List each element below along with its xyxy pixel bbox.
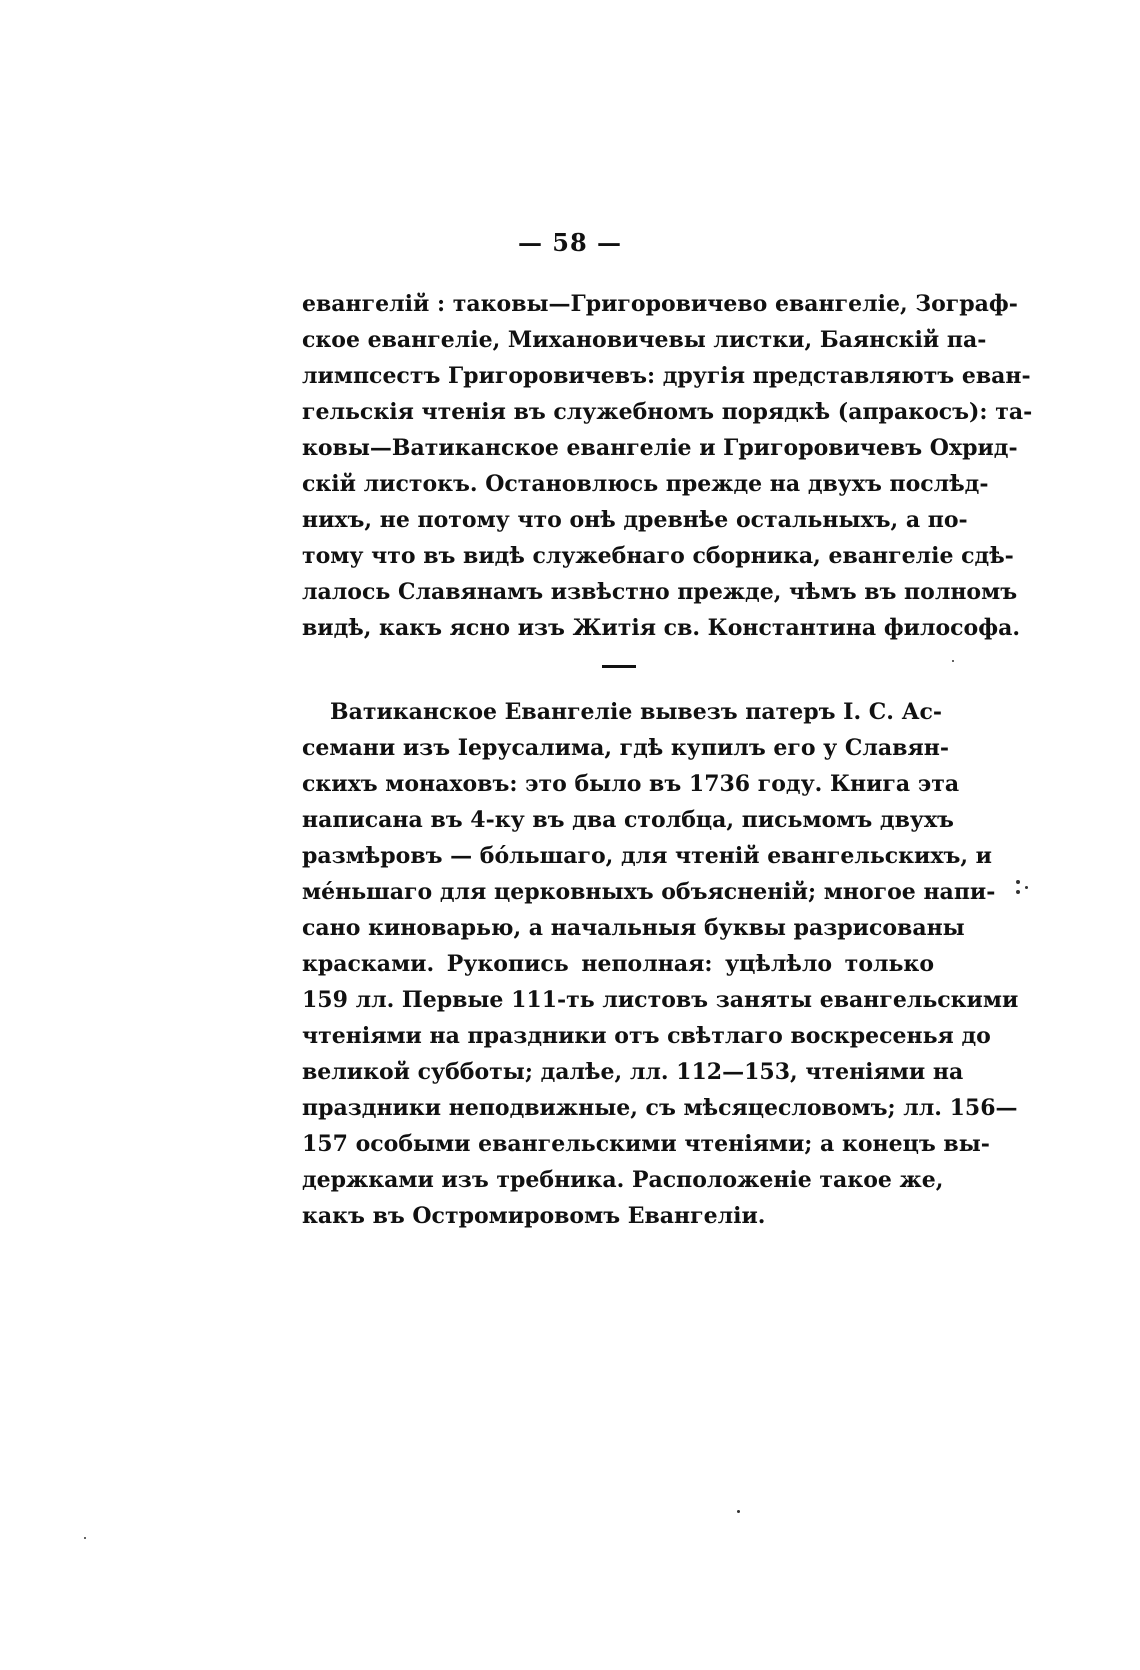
text-line: семани изъ Іерусалима, гдѣ купилъ его у Славян- [302, 735, 949, 761]
text-line: держками изъ требника. Расположеніе такое же, [302, 1167, 944, 1193]
text-line: красками. Рукопись неполная: уцѣлѣло только [302, 951, 934, 977]
text-line: сано киноварью, а начальныя буквы разрисованы [302, 915, 965, 941]
text-line: ское евангеліе, Михановичевы листки, Баянскій па- [302, 327, 987, 353]
text-line: нихъ, не потому что онѣ древнѣе остальныхъ, а по- [302, 507, 968, 533]
text-line: размѣровъ — бóльшаго, для чтеній евангельскихъ, и [302, 843, 993, 869]
scan-speck [84, 1537, 86, 1539]
paragraph-2 [302, 694, 1019, 1234]
text-line: праздники неподвижные, съ мѣсяцесловомъ; лл. 156— [302, 1095, 1018, 1121]
text-line: чтеніями на праздники отъ свѣтлаго воскресенья до [302, 1023, 991, 1049]
text-line: скихъ монаховъ: это было въ 1736 году. Книга эта [302, 771, 960, 797]
text-line: какъ въ Остромировомъ Евангеліи. [302, 1203, 766, 1229]
paragraph-1 [302, 286, 1033, 646]
scan-speck [737, 1510, 740, 1513]
text-line: Ватиканское Евангеліе вывезъ патеръ І. С. Ас- [330, 699, 943, 725]
scan-speck [952, 660, 954, 662]
text-line: написана въ 4-ку въ два столбца, письмомъ двухъ [302, 807, 954, 833]
text-line: 159 лл. Первые 111-ть листовъ заняты евангельскими [302, 987, 1019, 1013]
text-line: великой субботы; далѣе, лл. 112—153, чтеніями на [302, 1059, 964, 1085]
text-line: видѣ, какъ ясно изъ Житія св. Константина философа. [302, 615, 1020, 641]
text-line: евангелій : таковы—Григоровичево евангеліе, Зограф- [302, 291, 1018, 317]
text-line: скій листокъ. Остановлюсь прежде на двухъ послѣд- [302, 471, 989, 497]
scan-speck [1016, 890, 1020, 894]
scan-speck [1016, 880, 1020, 884]
text-line: тому что въ видѣ служебнаго сборника, евангеліе сдѣ- [302, 543, 1014, 569]
text-line: мéньшаго для церковныхъ объясненій; многое напи- [302, 879, 996, 905]
text-line: ковы—Ватиканское евангеліе и Григоровичевъ Охрид- [302, 435, 1018, 461]
text-line: 157 особыми евангельскими чтеніями; а конецъ вы- [302, 1131, 990, 1157]
text-line: лалось Славянамъ извѣстно прежде, чѣмъ въ полномъ [302, 579, 1018, 605]
section-separator [602, 665, 636, 668]
page-number: — 58 — [517, 228, 623, 257]
text-line: лимпсестъ Григоровичевъ: другія представляютъ еван- [302, 363, 1031, 389]
text-line: гельскія чтенія въ служебномъ порядкѣ (апракосъ): та- [302, 399, 1033, 425]
scan-speck [1025, 886, 1028, 889]
